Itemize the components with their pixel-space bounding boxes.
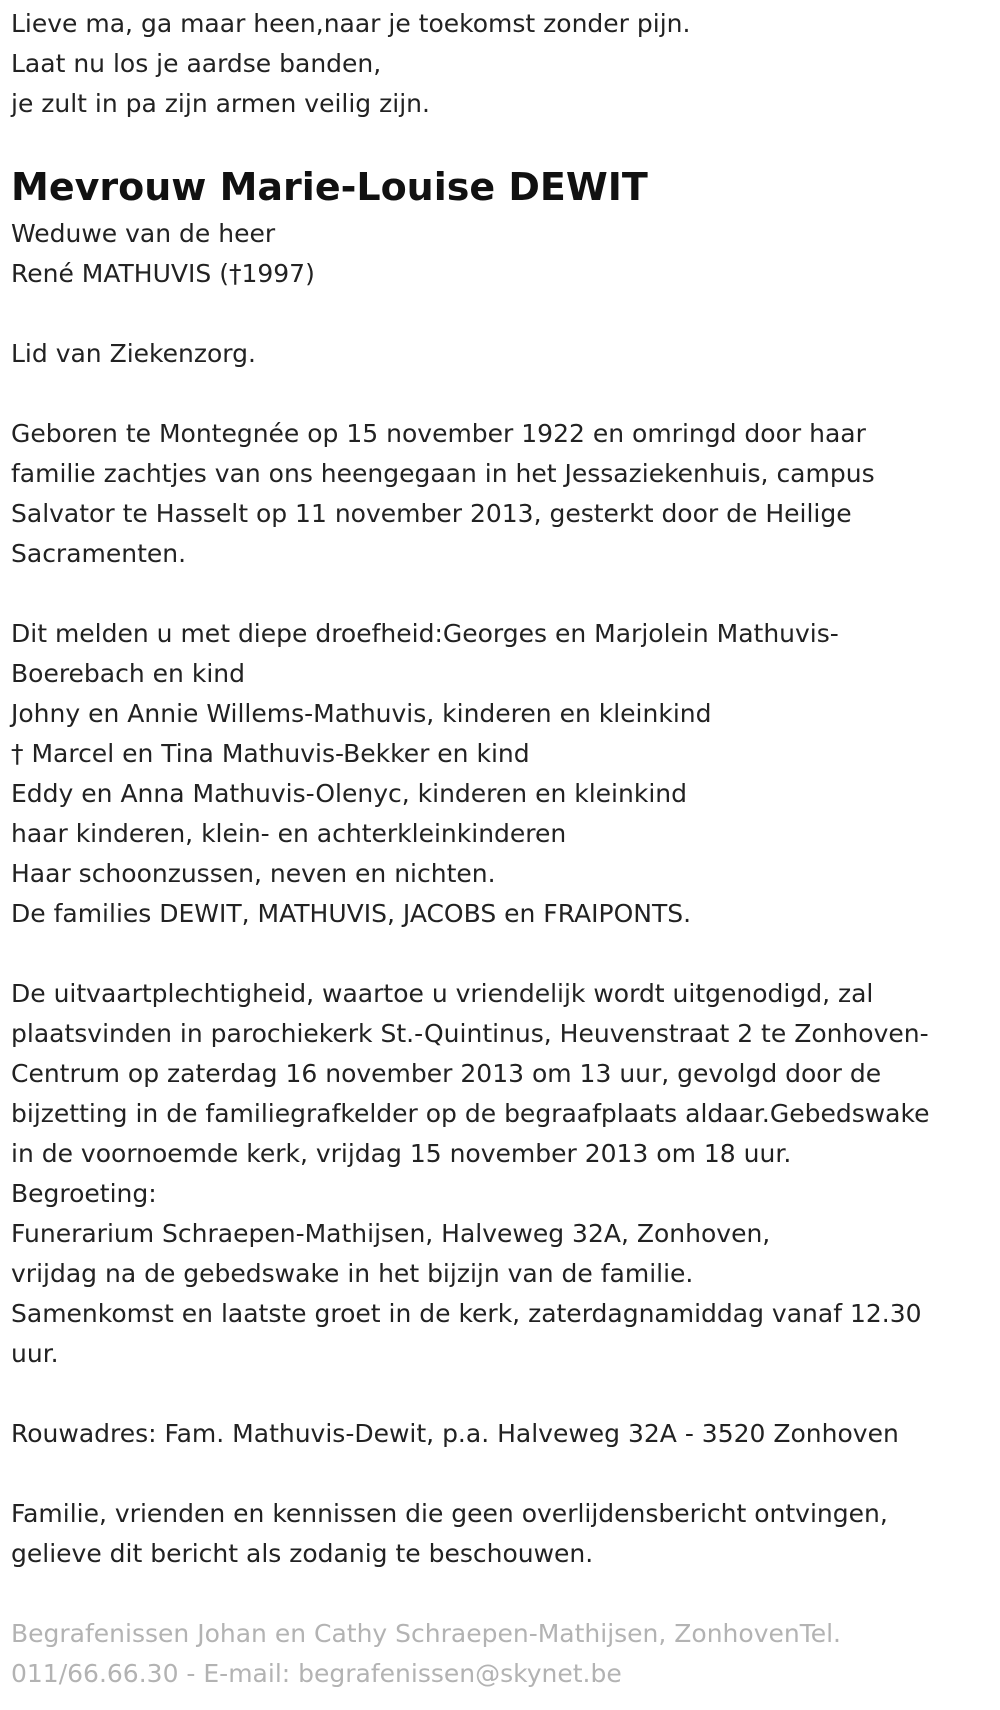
poem — [11, 4, 996, 124]
family-line: Eddy en Anna Mathuvis-Olenyc, kinderen en kleinkind — [11, 779, 687, 808]
birth-death-paragraph — [11, 414, 996, 574]
family-line: Haar schoonzussen, neven en nichten. — [11, 859, 496, 888]
paragraph-line: plaatsvinden in parochiekerk St.-Quintinus, Heuvenstraat 2 te Zonhoven- — [11, 1019, 929, 1048]
paragraph-line: Funerarium Schraepen-Mathijsen, Halveweg 32A, Zonhoven, — [11, 1219, 771, 1248]
paragraph-line: in de voornoemde kerk, vrijdag 15 november 2013 om 18 uur. — [11, 1139, 792, 1168]
spouse-info — [11, 214, 996, 294]
paragraph-line: Geboren te Montegnée op 15 november 1922 en omringd door haar — [11, 419, 866, 448]
paragraph-line: Centrum op zaterdag 16 november 2013 om 13 uur, gevolgd door de — [11, 1059, 882, 1088]
family-line: haar kinderen, klein- en achterkleinkinderen — [11, 819, 567, 848]
family-line: Boerebach en kind — [11, 659, 245, 688]
obituary-page — [11, 4, 996, 1694]
paragraph-line: familie zachtjes van ons heengegaan in het Jessaziekenhuis, campus — [11, 459, 875, 488]
paragraph-line: Begroeting: — [11, 1179, 157, 1208]
family-line: De families DEWIT, MATHUVIS, JACOBS en FRAIPONTS. — [11, 899, 692, 928]
ceremony-paragraph — [11, 974, 996, 1374]
family-line: Johny en Annie Willems-Mathuvis, kinderen en kleinkind — [11, 699, 712, 728]
footer-line: Begrafenissen Johan en Cathy Schraepen-Mathijsen, ZonhovenTel. — [11, 1619, 842, 1648]
paragraph-line: uur. — [11, 1339, 59, 1368]
spouse-line: Weduwe van de heer — [11, 219, 276, 248]
membership: Lid van Ziekenzorg. — [11, 339, 256, 368]
funeral-home-footer — [11, 1614, 996, 1694]
paragraph-line: Sacramenten. — [11, 539, 187, 568]
mourning-address: Rouwadres: Fam. Mathuvis-Dewit, p.a. Halveweg 32A - 3520 Zonhoven — [11, 1419, 899, 1448]
paragraph-line: De uitvaartplechtigheid, waartoe u vriendelijk wordt uitgenodigd, zal — [11, 979, 874, 1008]
deceased-name: Mevrouw Marie-Louise DEWIT — [11, 165, 648, 209]
paragraph-line: Samenkomst en laatste groet in de kerk, zaterdagnamiddag vanaf 12.30 — [11, 1299, 922, 1328]
paragraph-line: Familie, vrienden en kennissen die geen overlijdensbericht ontvingen, — [11, 1499, 888, 1528]
paragraph-line: gelieve dit bericht als zodanig te beschouwen. — [11, 1539, 594, 1568]
paragraph-line: Salvator te Hasselt op 11 november 2013, gesterkt door de Heilige — [11, 499, 852, 528]
family-list — [11, 614, 996, 934]
poem-line: Laat nu los je aardse banden, — [11, 49, 382, 78]
paragraph-line: bijzetting in de familiegrafkelder op de begraafplaats aldaar.Gebedswake — [11, 1099, 930, 1128]
spouse-line: René MATHUVIS (†1997) — [11, 259, 315, 288]
family-line: † Marcel en Tina Mathuvis-Bekker en kind — [11, 739, 530, 768]
poem-line: Lieve ma, ga maar heen,naar je toekomst zonder pijn. — [11, 9, 691, 38]
paragraph-line: vrijdag na de gebedswake in het bijzijn van de familie. — [11, 1259, 694, 1288]
notice-paragraph — [11, 1494, 996, 1574]
footer-line: 011/66.66.30 - E-mail: begrafenissen@skynet.be — [11, 1659, 622, 1688]
poem-line: je zult in pa zijn armen veilig zijn. — [11, 89, 430, 118]
family-line: Dit melden u met diepe droefheid:Georges en Marjolein Mathuvis- — [11, 619, 839, 648]
